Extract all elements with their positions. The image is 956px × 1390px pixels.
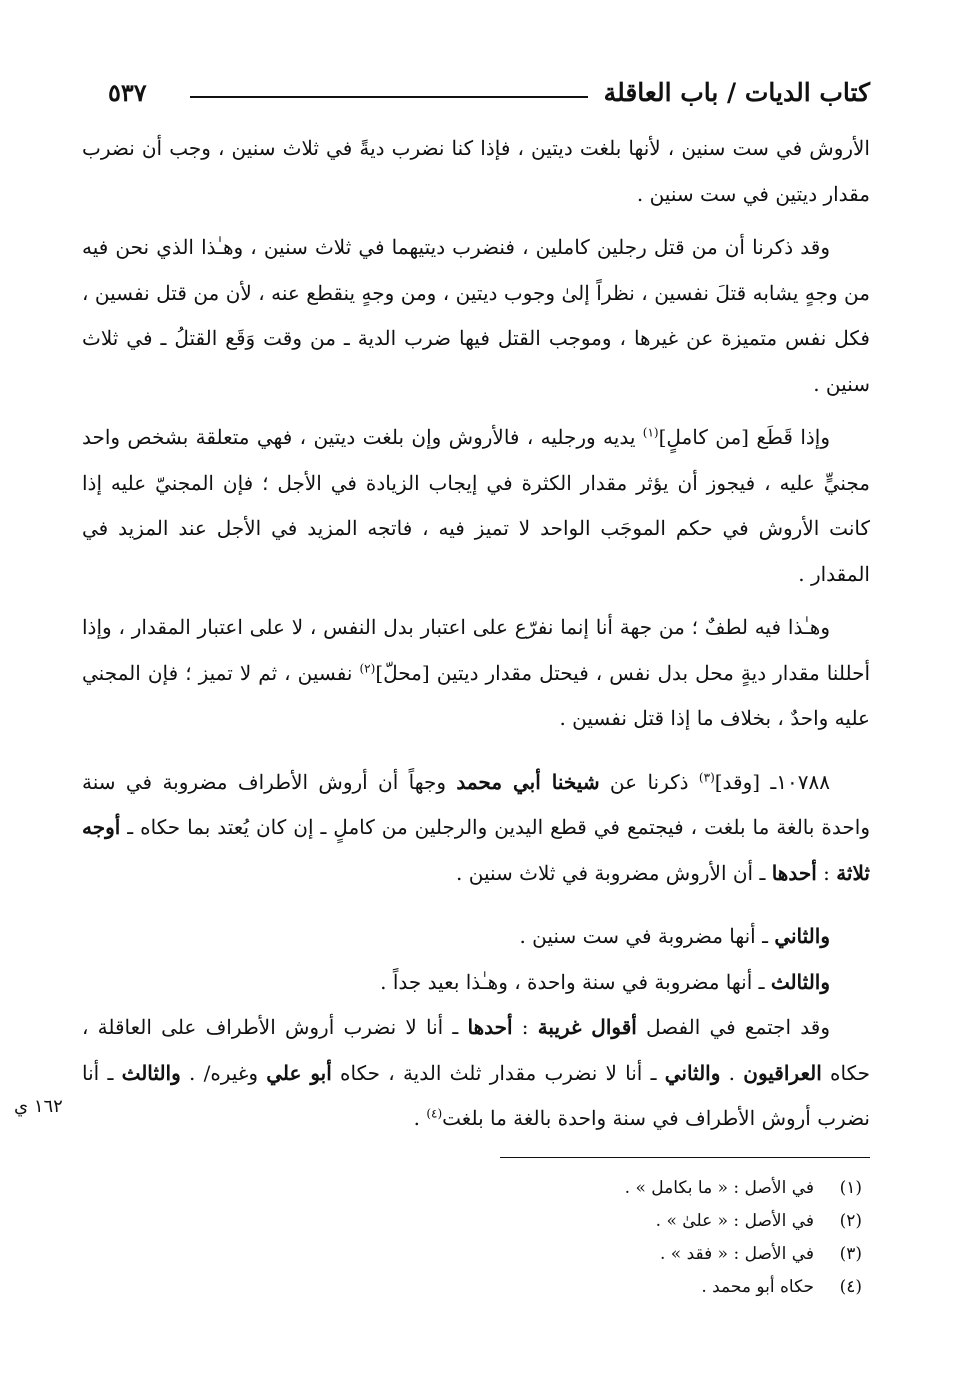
footnote [162, 1205, 862, 1238]
footnote-text: في الأصل : « فقد » . [659, 1244, 814, 1264]
paragraph: وقد اجتمع في الفصل أقوال غريبة : أحدها ـ أنا لا نضرب أروش الأطراف على العاقلة ، حكاه العراقيون . والثاني ـ أنا لا نضرب مقدار ثلث الدية ، حكاه أبو علي وغيره/ . والثالث ـ أنا نضرب أروش الأطراف في سنة واحدة بالغة ما بلغت$^{(٤)}$ . [82, 1015, 870, 1130]
paragraph: وإذا قَطَع [من كاملٍ]$^{(١)}$ يديه ورجليه ، فالأروش وإن بلغت ديتين ، فهي متعلقة بشخص واحد مجنيٍّ عليه ، فيجوز أن يؤثر مقدار الكثرة في إيجاب الزيادة في الأجل ؛ فإن المجنيّ عليه إذا كانت الأروش في حكم الموجَب الواحد لا تميز فيه ، فاتجه المزيد في الأجل عند المزيد في المقدار . [82, 425, 870, 586]
footnote-ref: (٢) [359, 660, 376, 675]
footnote [162, 1271, 862, 1304]
footnote [162, 1172, 862, 1205]
chapter-title: كتاب الديات / باب العاقلة [603, 78, 870, 107]
footnote-ref: (٤) [426, 1106, 443, 1121]
footnote [162, 1238, 862, 1271]
footnote-number: (٤) [839, 1277, 862, 1297]
numbered-paragraph: ١٠٧٨٨ـ [وقد]$^{(٣)}$ ذكرنا عن شيخنا أبي محمد وجهاً أن أروش الأطراف مضروبة في سنة واحدة بالغة ما بلغت ، فيجتمع في قطع اليدين والرجلين من كاملٍ ـ إن كان يُعتد بما حكاه ـ أوجه ثلاثة : أحدها ـ أن الأروش مضروبة في ثلاث سنين . [82, 769, 870, 885]
paragraph: الأروش في ست سنين ، لأنها بلغت ديتين ، فإذا كنا نضرب ديةً في ثلاث سنين ، وجب أن نضرب مقدار ديتين في ست سنين . [82, 136, 870, 206]
footnote-text: حكاه أبو محمد . [701, 1277, 814, 1297]
paragraph: وقد ذكرنا أن من قتل رجلين كاملين ، فنضرب ديتيهما في ثلاث سنين ، وهـٰذا الذي نحن فيه من وجهٍ يشابه قتلَ نفسين ، نظراً إلىٰ وجوب ديتين ، ومن وجهٍ ينقطع عنه ، لأن من قتل نفسين ، فكل نفس متميزة عن غيرها ، وموجب القتل فيها ضرب الدية ـ من وقت وَقَع القتلُ ـ في ثلاث سنين . [82, 235, 870, 396]
footnote-ref: (٣) [698, 769, 715, 784]
running-header [90, 78, 870, 118]
footnote-text: في الأصل : « علىٰ » . [655, 1211, 814, 1231]
paragraph: والثالث ـ أنها مضروبة في سنة واحدة ، وهـٰذا بعيد جداً . [380, 969, 830, 994]
footnote-number: (٣) [839, 1244, 862, 1264]
footnote-number: (٢) [839, 1211, 862, 1231]
footnote-text: في الأصل : « ما بكامل » . [624, 1178, 814, 1198]
main-text [82, 126, 870, 1150]
footnote-ref: (١) [642, 425, 659, 440]
page-number: ٥٣٧ [108, 78, 147, 107]
margin-note: ١٦٢ ي [14, 1096, 63, 1117]
paragraph: والثاني ـ أنها مضروبة في ست سنين . [519, 924, 830, 948]
footnote-number: (١) [839, 1178, 862, 1198]
header-rule [190, 96, 588, 98]
paragraph: وهـٰذا فيه لطفٌ ؛ من جهة أنا إنما نفرّع على اعتبار بدل النفس ، لا على اعتبار المقدار ، وإذا أحللنا مقدار ديةٍ محل بدل نفس ، فيحتل مقدار ديتين [محلّ]$^{(٢)}$ نفسين ، ثم لا تميز ؛ فإن المجني عليه واحدٌ ، بخلاف ما إذا قتل نفسين . [82, 615, 871, 730]
footnote-separator [500, 1157, 870, 1158]
footnotes [162, 1172, 862, 1304]
